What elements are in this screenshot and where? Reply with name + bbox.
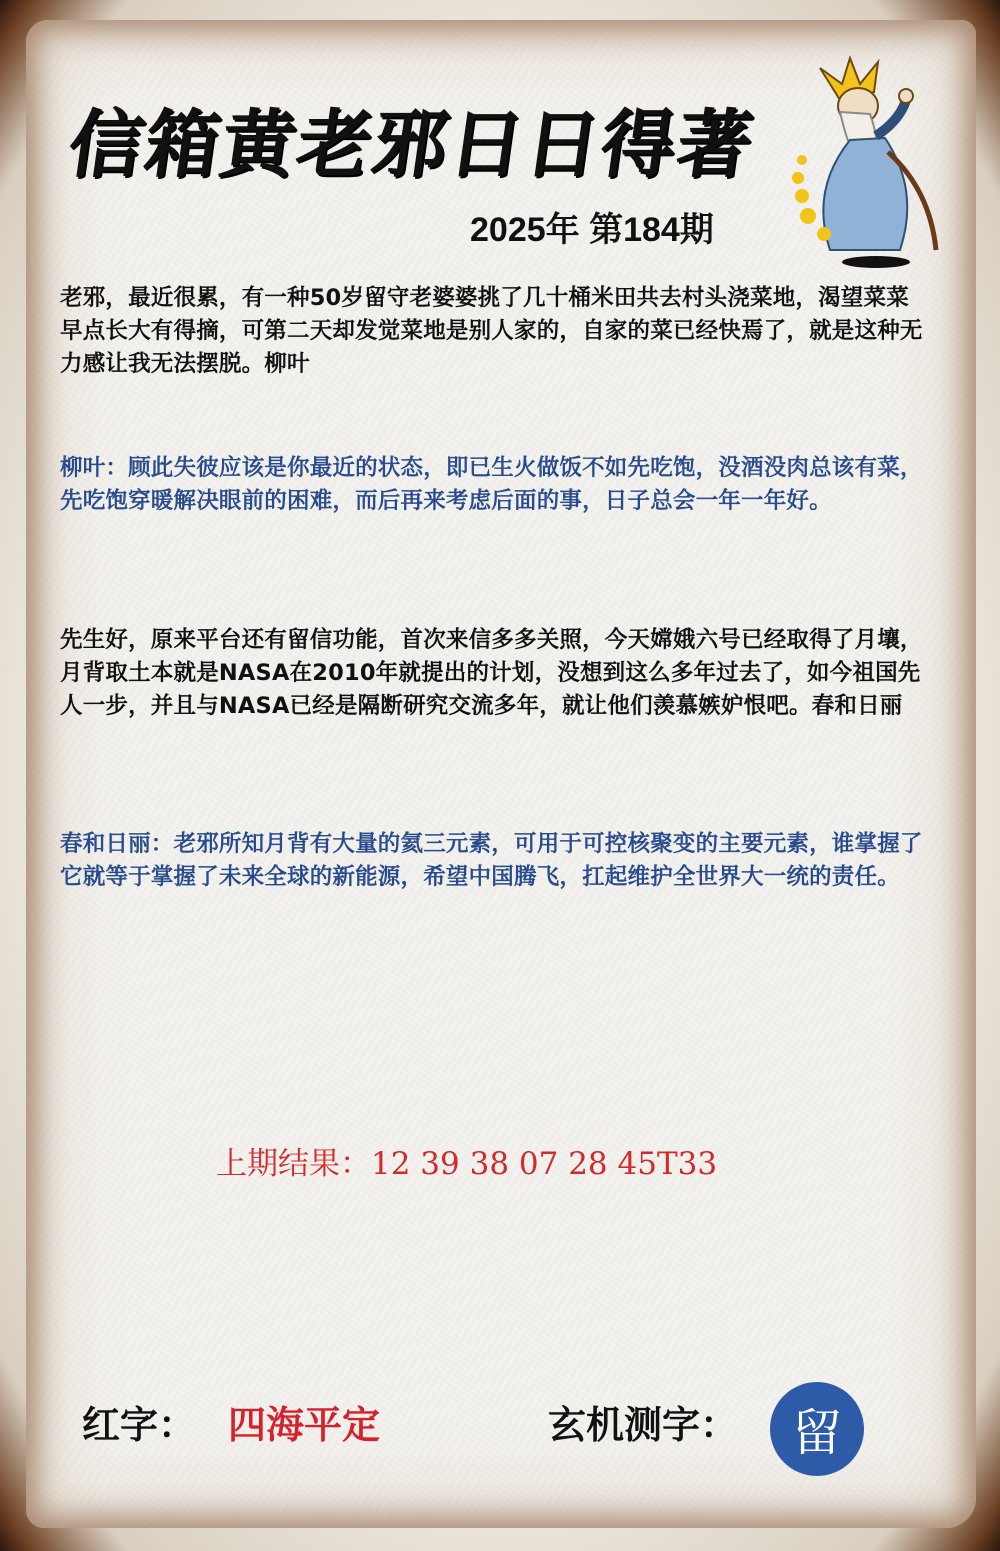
old-sage-mascot-icon [780,40,950,270]
letter-2-question: 先生好，原来平台还有留信功能，首次来信多多关照，今天嫦娥六号已经取得了月壤，月背取土本就是NASA在2010年就提出的计划，没想到这么多年过去了，如今祖国先人一步，并且与NASA已经是隔断研究交流多年，就让他们羡慕嫉妒恨吧。春和日丽 [60,627,923,719]
xuanji-character-badge [770,1382,864,1476]
letter-1-question: 老邪，最近很累，有一种50岁留守老婆婆挑了几十桶米田共去村头浇菜地，渴望菜菜早点长大有得摘，可第二天却发觉菜地是别人家的，自家的菜已经快焉了，就是这种无力感让我无法摆脱。柳叶 [60,285,923,377]
issue-number: 2025年 第184期 [470,211,714,249]
red-word-value: 四海平定 [228,1403,381,1447]
letter-2-answer: 春和日丽：老邪所知月背有大量的氦三元素，可用于可控核聚变的主要元素，谁掌握了它就等于掌握了未来全球的新能源，希望中国腾飞，扛起维护全世界大一统的责任。 [60,831,923,890]
xuanji-character: 留 [792,1404,842,1462]
xuanji-label: 玄机测字： [548,1403,739,1447]
previous-result: 上期结果：12 39 38 07 28 45T33 [216,1146,718,1182]
page-title: 信箱黄老邪日日得著 [63,102,760,188]
letter-1-answer: 柳叶：顾此失彼应该是你最近的状态，即已生火做饭不如先吃饱，没酒没肉总该有菜，先吃饱穿暖解决眼前的困难，而后再来考虑后面的事，日子总会一年一年好。 [60,455,923,514]
red-word-label: 红字： [82,1403,197,1447]
